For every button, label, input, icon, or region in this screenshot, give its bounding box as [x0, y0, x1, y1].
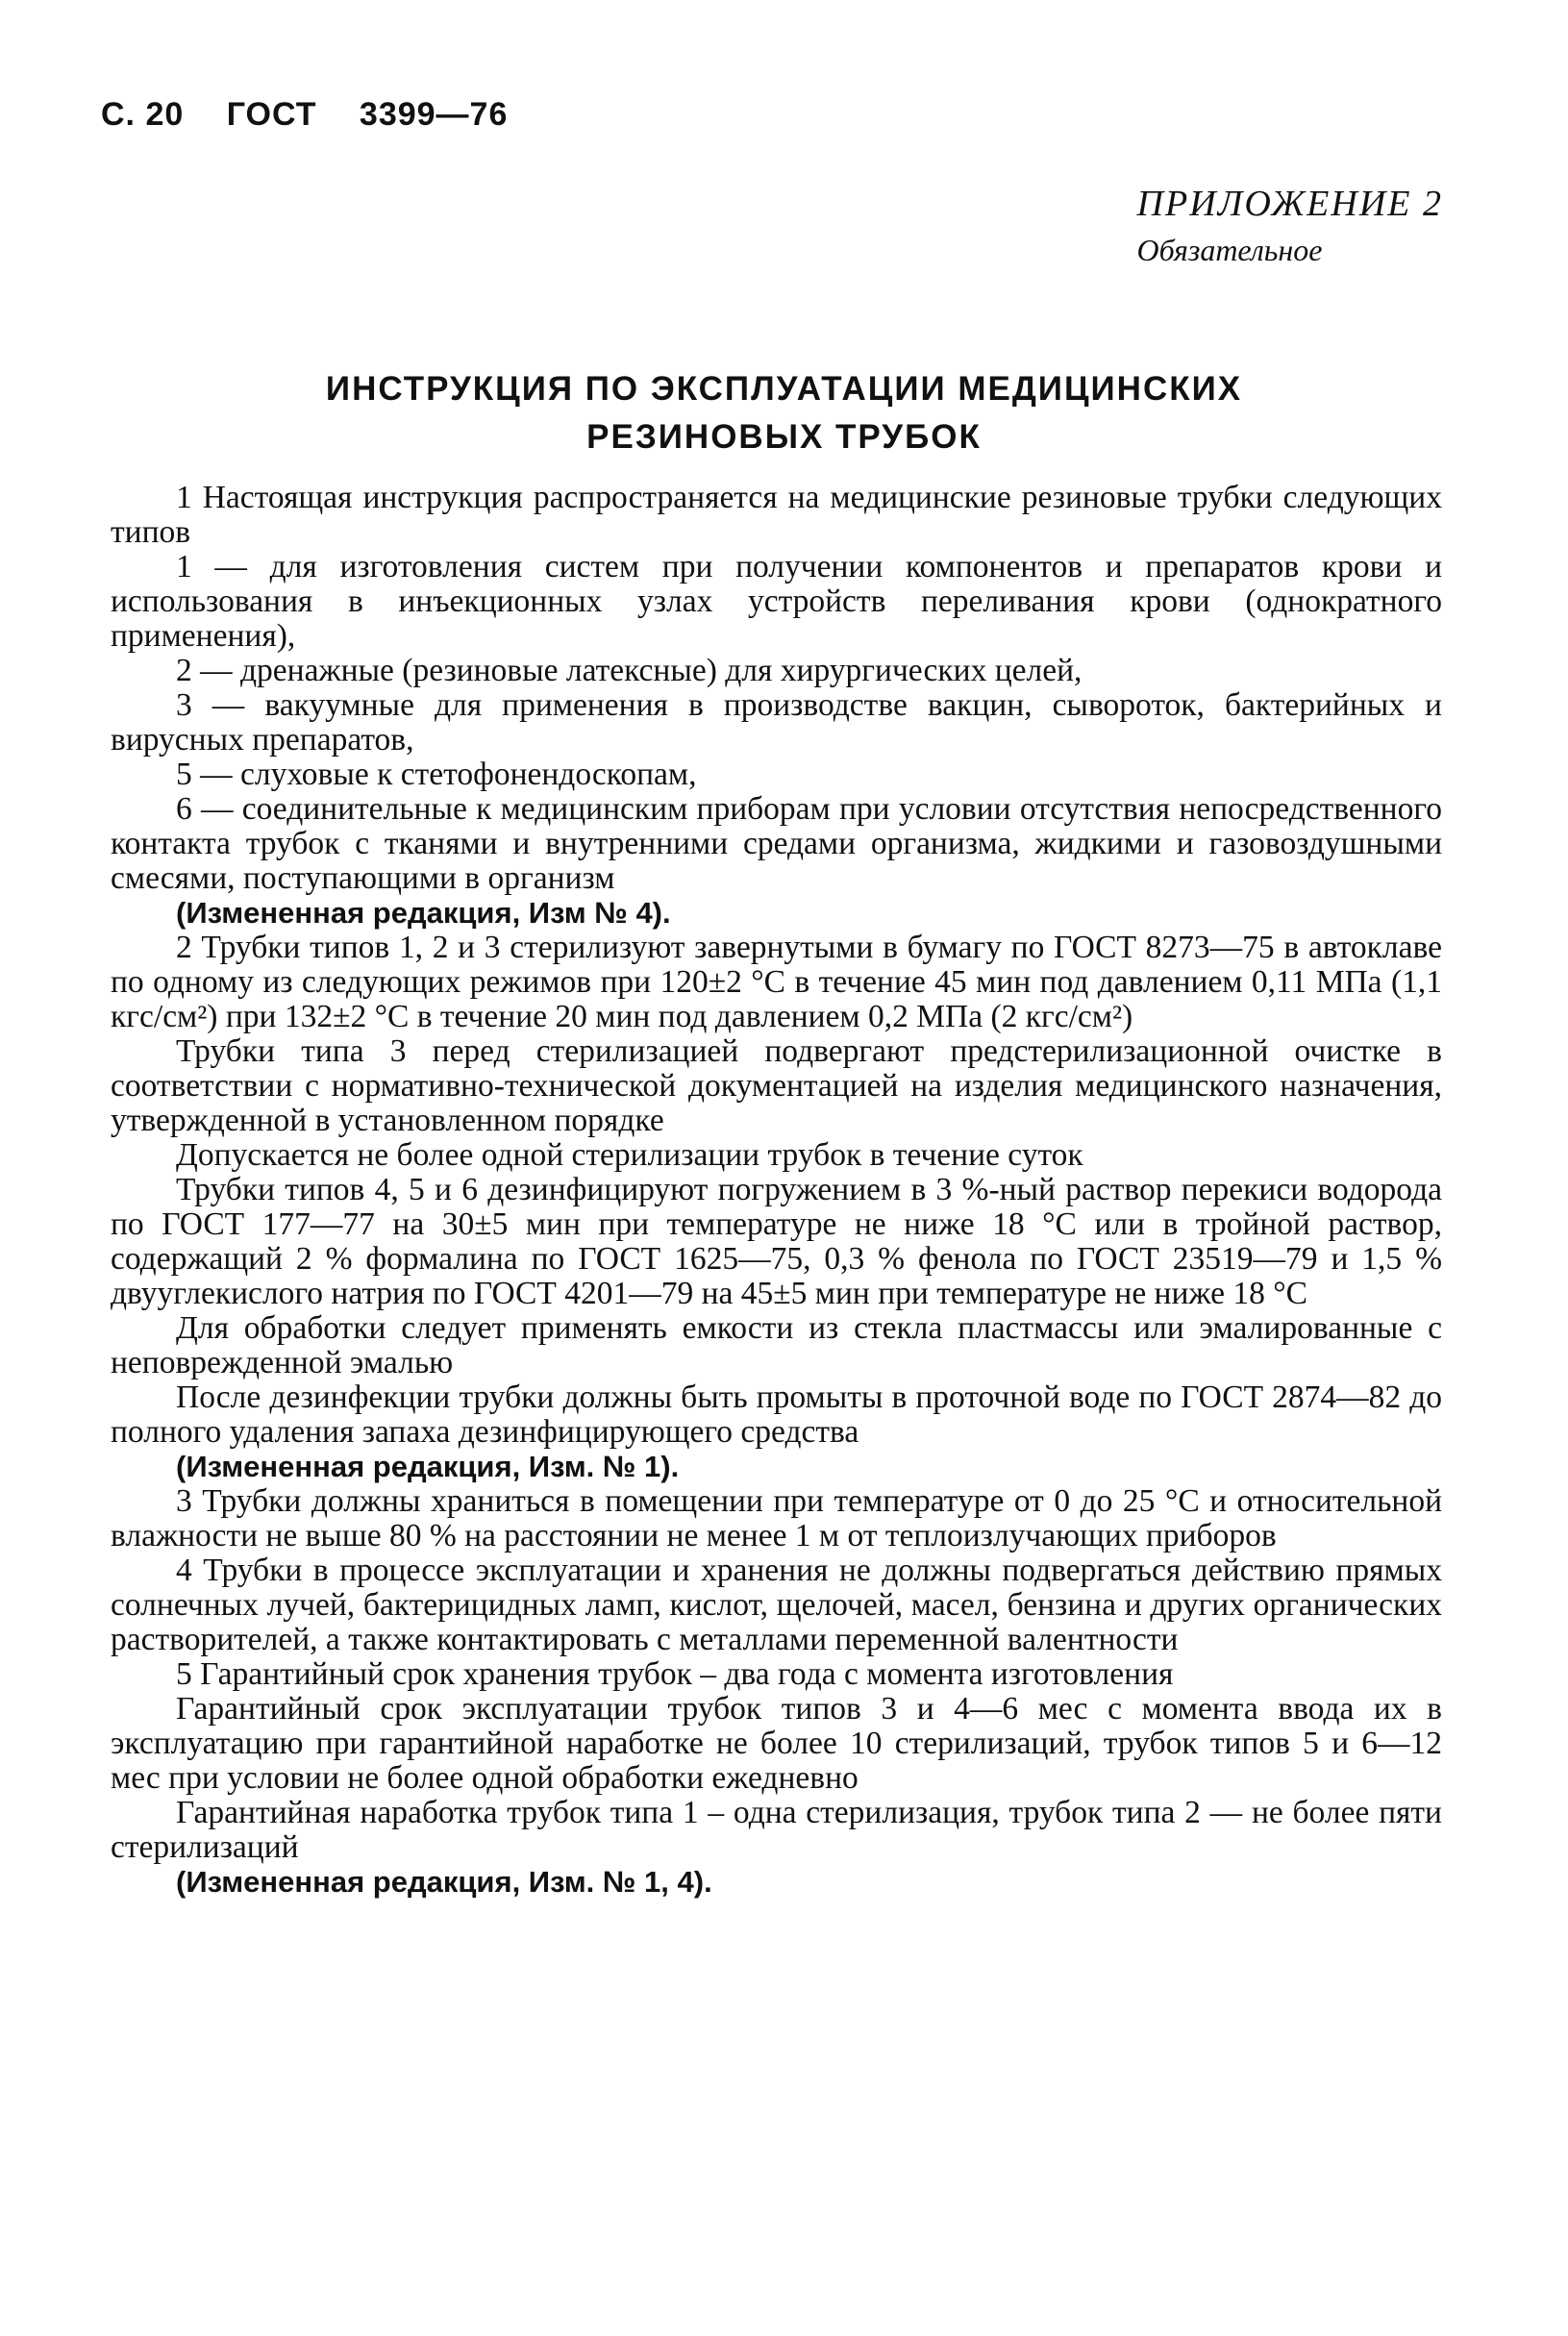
appendix-label [1137, 183, 1443, 268]
title-line: РЕЗИНОВЫХ ТРУБОК [586, 418, 982, 456]
page-number: С. 20 [101, 96, 185, 133]
appendix-title: ПРИЛОЖЕНИЕ 2 [1136, 184, 1443, 224]
paragraph: После дезинфекции трубки должны быть промыты в проточной воде по ГОСТ 2874—82 до полного удаления запаха дезинфицирующего средства [111, 1379, 1442, 1450]
appendix-status: Обязательное [1136, 233, 1323, 267]
paragraph: Трубки типа 3 перед стерилизацией подвергают предстерилизационной очистке в соответствии с нормативно-технической документацией на изделия медицинского назначения, утвержденной в установленном порядке [111, 1033, 1442, 1138]
paragraph: 2 Трубки типов 1, 2 и 3 стерилизуют завернутыми в бумагу по ГОСТ 8273—75 в автоклаве по одному из следующих режимов при 120±2 °С в течение 45 мин под давлением 0,11 МПа (1,1 кгс/см²) при 132±2 °С в течение 20 мин под давлением 0,2 МПа (2 кгс/см²) [111, 930, 1442, 1034]
paragraph: 5 Гарантийный срок хранения трубок – два года с момента изготовления [176, 1656, 1174, 1692]
paragraph: 4 Трубки в процессе эксплуатации и хранения не должны подвергаться действию прямых солнечных лучей, бактерицидных ламп, кислот, щелочей, масел, бензина и других органических растворителей, а также контактировать с металлами переменной валентности [111, 1553, 1442, 1657]
page-header [101, 96, 540, 134]
paragraph: Для обработки следует применять емкости из стекла пластмассы или эмалированные с неповрежденной эмалью [111, 1310, 1442, 1380]
document-title [0, 365, 1568, 461]
paragraph: Трубки типов 4, 5 и 6 дезинфицируют погружением в 3 %-ный раствор перекиси водорода по ГОСТ 177—77 на 30±5 мин при температуре не ниже 18 °С или в тройной раствор, содержащий 2 % формалина по ГОСТ 1625—75, 0,3 % фенола по ГОСТ 23519—79 и 1,5 % двууглекислого натрия по ГОСТ 4201—79 на 45±5 мин при температуре не ниже 18 °С [111, 1172, 1442, 1311]
standard-label: ГОСТ [226, 96, 317, 133]
document-body [111, 481, 1442, 1900]
paragraph: Гарантийная наработка трубок типа 1 – одна стерилизация, трубок типа 2 — не более пяти стерилизаций [111, 1795, 1442, 1865]
paragraph: 3 Трубки должны храниться в помещении при температуре от 0 до 25 °С и относительной влажности не выше 80 % на расстоянии не менее 1 м от теплоизлучающих приборов [111, 1483, 1442, 1553]
paragraph: 1 — для изготовления систем при получении компонентов и препаратов крови и использования в инъекционных узлах устройств переливания крови (однократного применения), [111, 549, 1442, 654]
paragraph: Допускается не более одной стерилизации трубок в течение суток [176, 1137, 1083, 1173]
paragraph: 1 Настоящая инструкция распространяется на медицинские резиновые трубки следующих типов [111, 480, 1442, 550]
title-line: ИНСТРУКЦИЯ ПО ЭКСПЛУАТАЦИИ МЕДИЦИНСКИХ [325, 370, 1243, 408]
paragraph: 6 — соединительные к медицинским приборам при условии отсутствия непосредственного контакта трубок с тканями и внутренними средами организма, жидкими и газовоздушными смесями, поступающими в организм [111, 791, 1442, 896]
paragraph: 3 — вакуумные для применения в производстве вакцин, сывороток, бактерийных и вирусных препаратов, [111, 687, 1442, 758]
paragraph: Гарантийный срок эксплуатации трубок типов 3 и 4—6 мес с момента ввода их в эксплуатацию при гарантийной наработке не более 10 стерилизаций, трубок типов 5 и 6—12 мес при условии не более одной обработки ежедневно [111, 1691, 1442, 1796]
amendment-note: (Измененная редакция, Изм. № 1). [176, 1450, 680, 1483]
paragraph: 5 — слуховые к стетофонендоскопам, [176, 757, 697, 792]
standard-number: 3399—76 [359, 96, 509, 133]
amendment-note: (Измененная редакция, Изм. № 1, 4). [176, 1865, 712, 1899]
amendment-note: (Измененная редакция, Изм № 4). [176, 896, 671, 930]
paragraph: 2 — дренажные (резиновые латексные) для хирургических целей, [176, 653, 1083, 688]
